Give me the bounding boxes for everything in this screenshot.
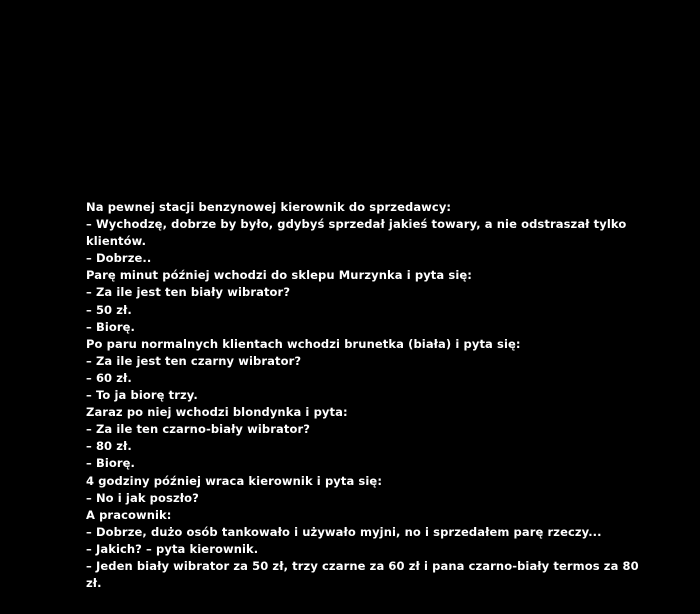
joke-line: – 80 zł. bbox=[86, 439, 132, 454]
joke-line: – Dobrze.. bbox=[86, 251, 152, 266]
joke-line: – 60 zł. bbox=[86, 370, 132, 385]
joke-line: – Za ile jest ten biały wibrator? bbox=[86, 285, 291, 300]
joke-line: – Wychodzę, dobrze by było, gdybyś sprzedał jakieś towary, a nie odstraszał tylko klientów. bbox=[86, 217, 631, 249]
joke-line: – Jeden biały wibrator za 50 zł, trzy czarne za 60 zł i pana czarno-biały termos za 80 zł. bbox=[86, 558, 643, 591]
joke-line: – Biorę. bbox=[86, 456, 136, 471]
joke-line: Na pewnej stacji benzynowej kierownik do sprzedawcy: bbox=[86, 200, 452, 214]
joke-line: A pracownik: bbox=[86, 507, 172, 522]
joke-line: – No i jak poszło? bbox=[86, 490, 199, 505]
joke-line: Po paru normalnych klientach wchodzi brunetka (biała) i pyta się: bbox=[86, 336, 521, 351]
joke-text-block bbox=[86, 199, 646, 592]
joke-line: – To ja biorę trzy. bbox=[86, 388, 198, 403]
joke-line: 4 godziny później wraca kierownik i pyta się: bbox=[86, 473, 383, 488]
joke-line: – Za ile ten czarno-biały wibrator? bbox=[86, 422, 311, 437]
joke-line: – Biorę. bbox=[86, 319, 136, 334]
joke-line: – 50 zł. bbox=[86, 302, 132, 317]
joke-line: – Dobrze, dużo osób tankowało i używało myjni, no i sprzedałem parę rzeczy... bbox=[86, 524, 602, 539]
joke-line: Zaraz po niej wchodzi blondynka i pyta: bbox=[86, 405, 348, 420]
joke-line: Parę minut później wchodzi do sklepu Murzynka i pyta się: bbox=[86, 268, 472, 283]
joke-line: – Za ile jest ten czarny wibrator? bbox=[86, 353, 302, 368]
joke-line: – Jakich? – pyta kierownik. bbox=[86, 541, 259, 556]
